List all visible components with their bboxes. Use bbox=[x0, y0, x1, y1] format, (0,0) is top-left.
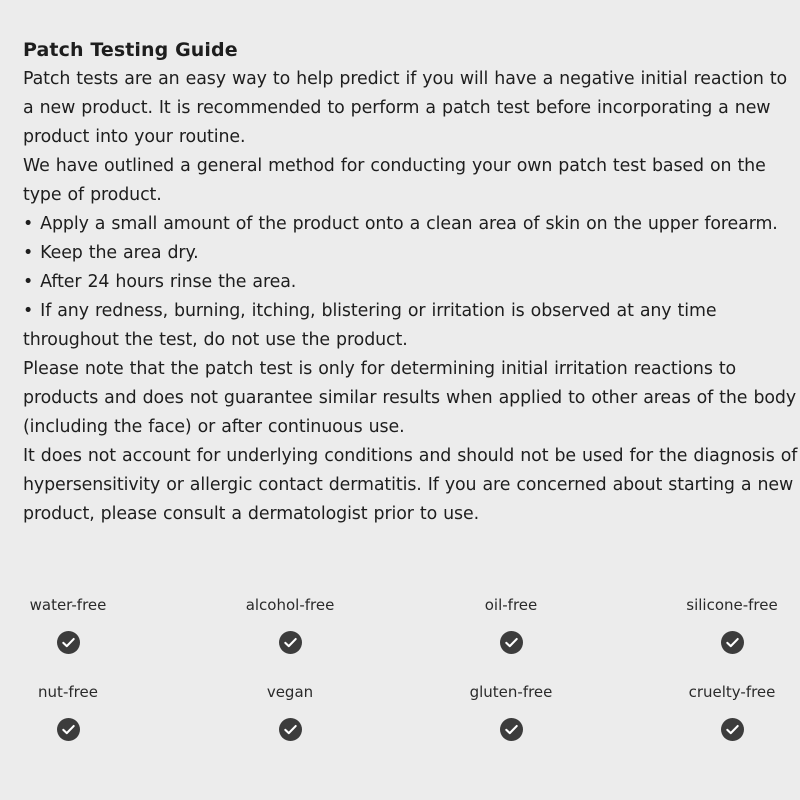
feature-label: alcohol-free bbox=[245, 596, 335, 614]
guide-step bbox=[23, 210, 800, 239]
feature-label: gluten-free bbox=[469, 683, 553, 701]
feature-nut-free bbox=[0, 681, 143, 741]
guide-step bbox=[23, 239, 800, 268]
guide-step-text: Apply a small amount of the product onto a clean area of skin on the upper forearm. bbox=[40, 214, 778, 234]
guide-method-intro: We have outlined a general method for conducting your own patch test based on the type of product. bbox=[23, 156, 766, 205]
patch-testing-guide bbox=[23, 36, 800, 529]
feature-cruelty-free bbox=[657, 681, 800, 741]
bullet-icon: • bbox=[23, 243, 34, 263]
guide-step-text: Keep the area dry. bbox=[40, 243, 199, 263]
guide-intro: Patch tests are an easy way to help predict if you will have a negative initial reaction to a new product. It is recommended to perform a patch test before incorporating a new product into your routine. bbox=[23, 69, 788, 147]
feature-label: water-free bbox=[29, 596, 107, 614]
check-circle-icon bbox=[500, 718, 523, 741]
feature-label: oil-free bbox=[484, 596, 538, 614]
feature-label: vegan bbox=[266, 683, 314, 701]
guide-step bbox=[23, 268, 800, 297]
check-circle-icon bbox=[57, 718, 80, 741]
feature-badges bbox=[0, 594, 800, 764]
guide-disclaimer: It does not account for underlying conditions and should not be used for the diagnosis of hypersensitivity or allergic contact dermatitis. If you are concerned about starting a new product, please consult a dermatologist prior to use. bbox=[23, 446, 798, 524]
guide-step bbox=[23, 297, 800, 355]
feature-water-free bbox=[0, 594, 143, 654]
check-circle-icon bbox=[721, 631, 744, 654]
check-circle-icon bbox=[721, 718, 744, 741]
guide-title: Patch Testing Guide bbox=[23, 39, 238, 61]
feature-alcohol-free bbox=[215, 594, 365, 654]
bullet-icon: • bbox=[23, 214, 34, 234]
feature-vegan bbox=[215, 681, 365, 741]
bullet-icon: • bbox=[23, 272, 34, 292]
feature-silicone-free bbox=[657, 594, 800, 654]
check-circle-icon bbox=[57, 631, 80, 654]
guide-steps bbox=[23, 210, 800, 355]
feature-oil-free bbox=[436, 594, 586, 654]
bullet-icon: • bbox=[23, 301, 34, 321]
guide-note: Please note that the patch test is only for determining initial irritation reactions to products and does not guarantee similar results when applied to other areas of the body (including the face) or after continuous use. bbox=[23, 359, 797, 437]
check-circle-icon bbox=[500, 631, 523, 654]
feature-label: nut-free bbox=[38, 683, 98, 701]
feature-gluten-free bbox=[436, 681, 586, 741]
check-circle-icon bbox=[279, 718, 302, 741]
guide-step-text: After 24 hours rinse the area. bbox=[40, 272, 297, 292]
feature-label: silicone-free bbox=[686, 596, 778, 614]
feature-label: cruelty-free bbox=[688, 683, 776, 701]
guide-step-text: If any redness, burning, itching, blistering or irritation is observed at any time throughout the test, do not use the product. bbox=[23, 301, 717, 350]
check-circle-icon bbox=[279, 631, 302, 654]
